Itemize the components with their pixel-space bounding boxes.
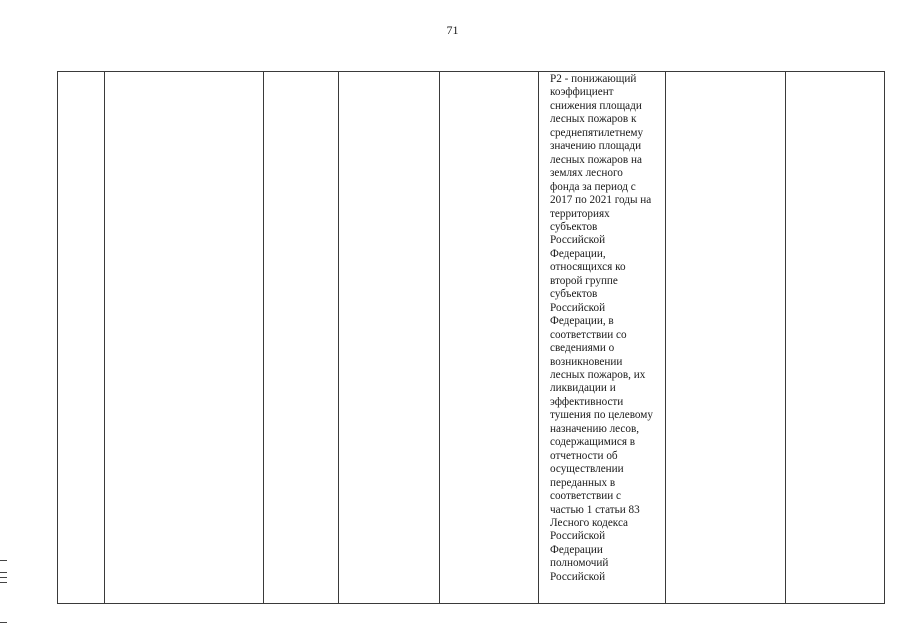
- table-column-5: [440, 72, 539, 603]
- formula-description-cell: [539, 72, 665, 584]
- cell-text-line: тушения по целевому: [550, 409, 653, 422]
- cell-text-line: Федерации: [550, 543, 603, 556]
- margin-mark: [0, 577, 7, 578]
- cell-text-line: содержащимися в: [550, 436, 636, 449]
- cell-text-line: территориях: [550, 207, 610, 220]
- cell-text-line: 2017 по 2021 годы на: [550, 194, 652, 207]
- cell-text-line: субъектов: [550, 288, 598, 301]
- margin-mark: [0, 572, 7, 573]
- cell-text-line: эффективности: [550, 395, 624, 408]
- cell-text-line: отчетности об: [550, 449, 618, 462]
- cell-text-line: Р2 - понижающий: [550, 73, 637, 85]
- cell-text-line: лесных пожаров к: [550, 113, 637, 126]
- cell-text-line: соответствии со: [550, 328, 627, 341]
- margin-mark: [0, 622, 7, 623]
- cell-text-line: фонда за период с: [550, 180, 636, 193]
- document-table: [57, 71, 885, 604]
- cell-text-line: частью 1 статьи 83: [550, 503, 640, 516]
- margin-mark: [0, 560, 7, 561]
- table-column-6: [539, 72, 666, 603]
- cell-text-line: Федерации,: [550, 247, 606, 260]
- cell-text-line: полномочий: [550, 557, 609, 570]
- cell-text-line: сведениями о: [550, 342, 615, 355]
- cell-text-line: переданных в: [550, 476, 616, 489]
- table-column-1: [58, 72, 105, 603]
- page-number: 71: [446, 23, 459, 37]
- table-column-8: [786, 72, 884, 603]
- table-column-3: [264, 72, 339, 603]
- cell-text-line: Российской: [550, 301, 606, 314]
- margin-mark: [0, 582, 7, 583]
- cell-text-line: снижения площади: [550, 99, 642, 112]
- cell-text-line: второй группе: [550, 274, 618, 287]
- cell-text-line: лесных пожаров на: [550, 153, 642, 166]
- cell-text-line: землях лесного: [550, 167, 623, 180]
- cell-text-line: коэффициент: [550, 86, 614, 99]
- table-column-2: [105, 72, 264, 603]
- cell-text-line: назначению лесов,: [550, 422, 640, 435]
- cell-text-line: значению площади: [550, 140, 642, 153]
- cell-text-line: Российской: [550, 570, 606, 583]
- cell-text-line: среднепятилетнему: [550, 126, 644, 139]
- cell-text-line: субъектов: [550, 220, 598, 233]
- cell-text-line: Российской: [550, 530, 606, 543]
- cell-text-line: ликвидации и: [550, 382, 616, 395]
- table-column-7: [666, 72, 786, 603]
- cell-text-line: Лесного кодекса: [550, 516, 629, 529]
- cell-text-line: соответствии с: [550, 490, 621, 503]
- cell-text-line: Федерации, в: [550, 315, 614, 328]
- cell-text-line: Российской: [550, 234, 606, 247]
- table-column-4: [339, 72, 440, 603]
- cell-text-line: осуществлении: [550, 463, 624, 476]
- cell-text-line: возникновении: [550, 355, 623, 368]
- cell-text-line: относящихся ко: [550, 261, 626, 274]
- cell-text-line: лесных пожаров, их: [550, 368, 646, 381]
